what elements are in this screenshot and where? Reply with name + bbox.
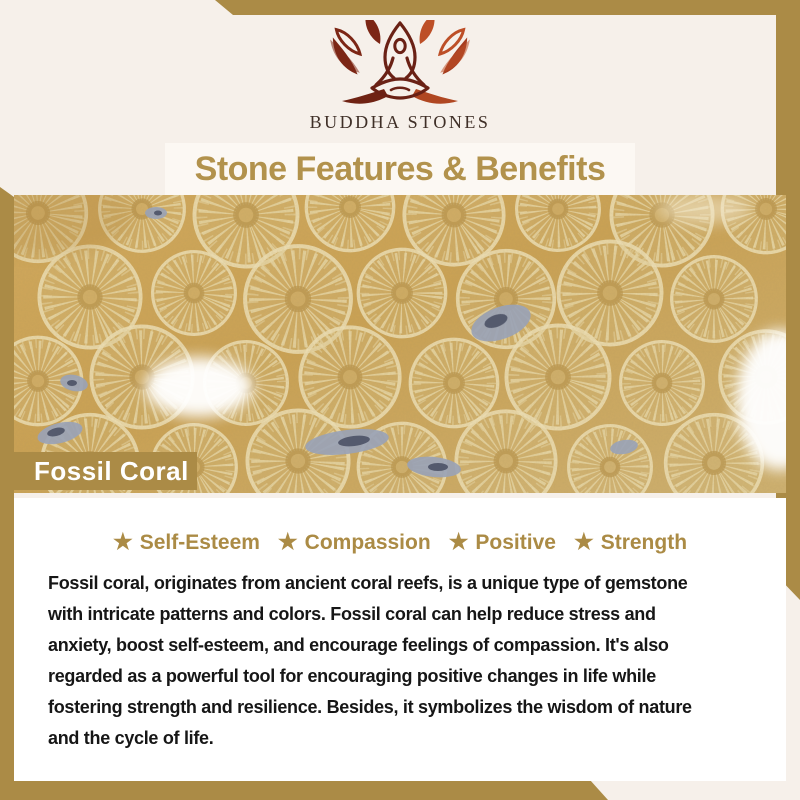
benefit-item — [574, 531, 687, 555]
star-icon: ★ — [448, 529, 469, 554]
description-line: and the cycle of life. — [48, 728, 214, 748]
description-line: fostering strength and resilience. Besides, it symbolizes the wisdom of nature — [48, 697, 692, 717]
lotus-meditation-icon — [310, 20, 490, 114]
benefit-label: Self-Esteem — [139, 531, 260, 554]
benefit-label: Compassion — [304, 531, 431, 554]
benefit-label: Strength — [600, 531, 688, 554]
benefits-row — [14, 531, 786, 555]
star-icon: ★ — [112, 529, 133, 554]
frame-top-bar — [215, 0, 800, 15]
star-icon: ★ — [277, 529, 298, 554]
description-line: regarded as a powerful tool for encouraging positive changes in life while — [48, 666, 656, 686]
description-line: Fossil coral, originates from ancient coral reefs, is a unique type of gemstone — [48, 573, 688, 593]
star-icon: ★ — [573, 529, 594, 554]
benefit-label: Positive — [475, 531, 556, 554]
fossil-coral-image — [14, 195, 786, 493]
page-title: Stone Features & Benefits — [194, 150, 606, 188]
stone-name-label: Fossil Coral — [34, 455, 189, 486]
benefit-item — [278, 531, 431, 555]
description-line: with intricate patterns and colors. Fossil coral can help reduce stress and — [48, 604, 656, 624]
frame-bottom-bar — [0, 780, 608, 800]
stone-name-banner — [14, 452, 197, 490]
heading-box — [165, 143, 635, 196]
brand-name: BUDDHA STONES — [309, 112, 491, 132]
content-panel — [14, 498, 786, 781]
stone-description — [48, 568, 772, 754]
description-line: anxiety, boost self-esteem, and encourage feelings of compassion. It's also — [48, 635, 669, 655]
benefit-item — [449, 531, 556, 555]
benefit-item — [113, 531, 260, 555]
frame-left-bar — [0, 187, 14, 800]
